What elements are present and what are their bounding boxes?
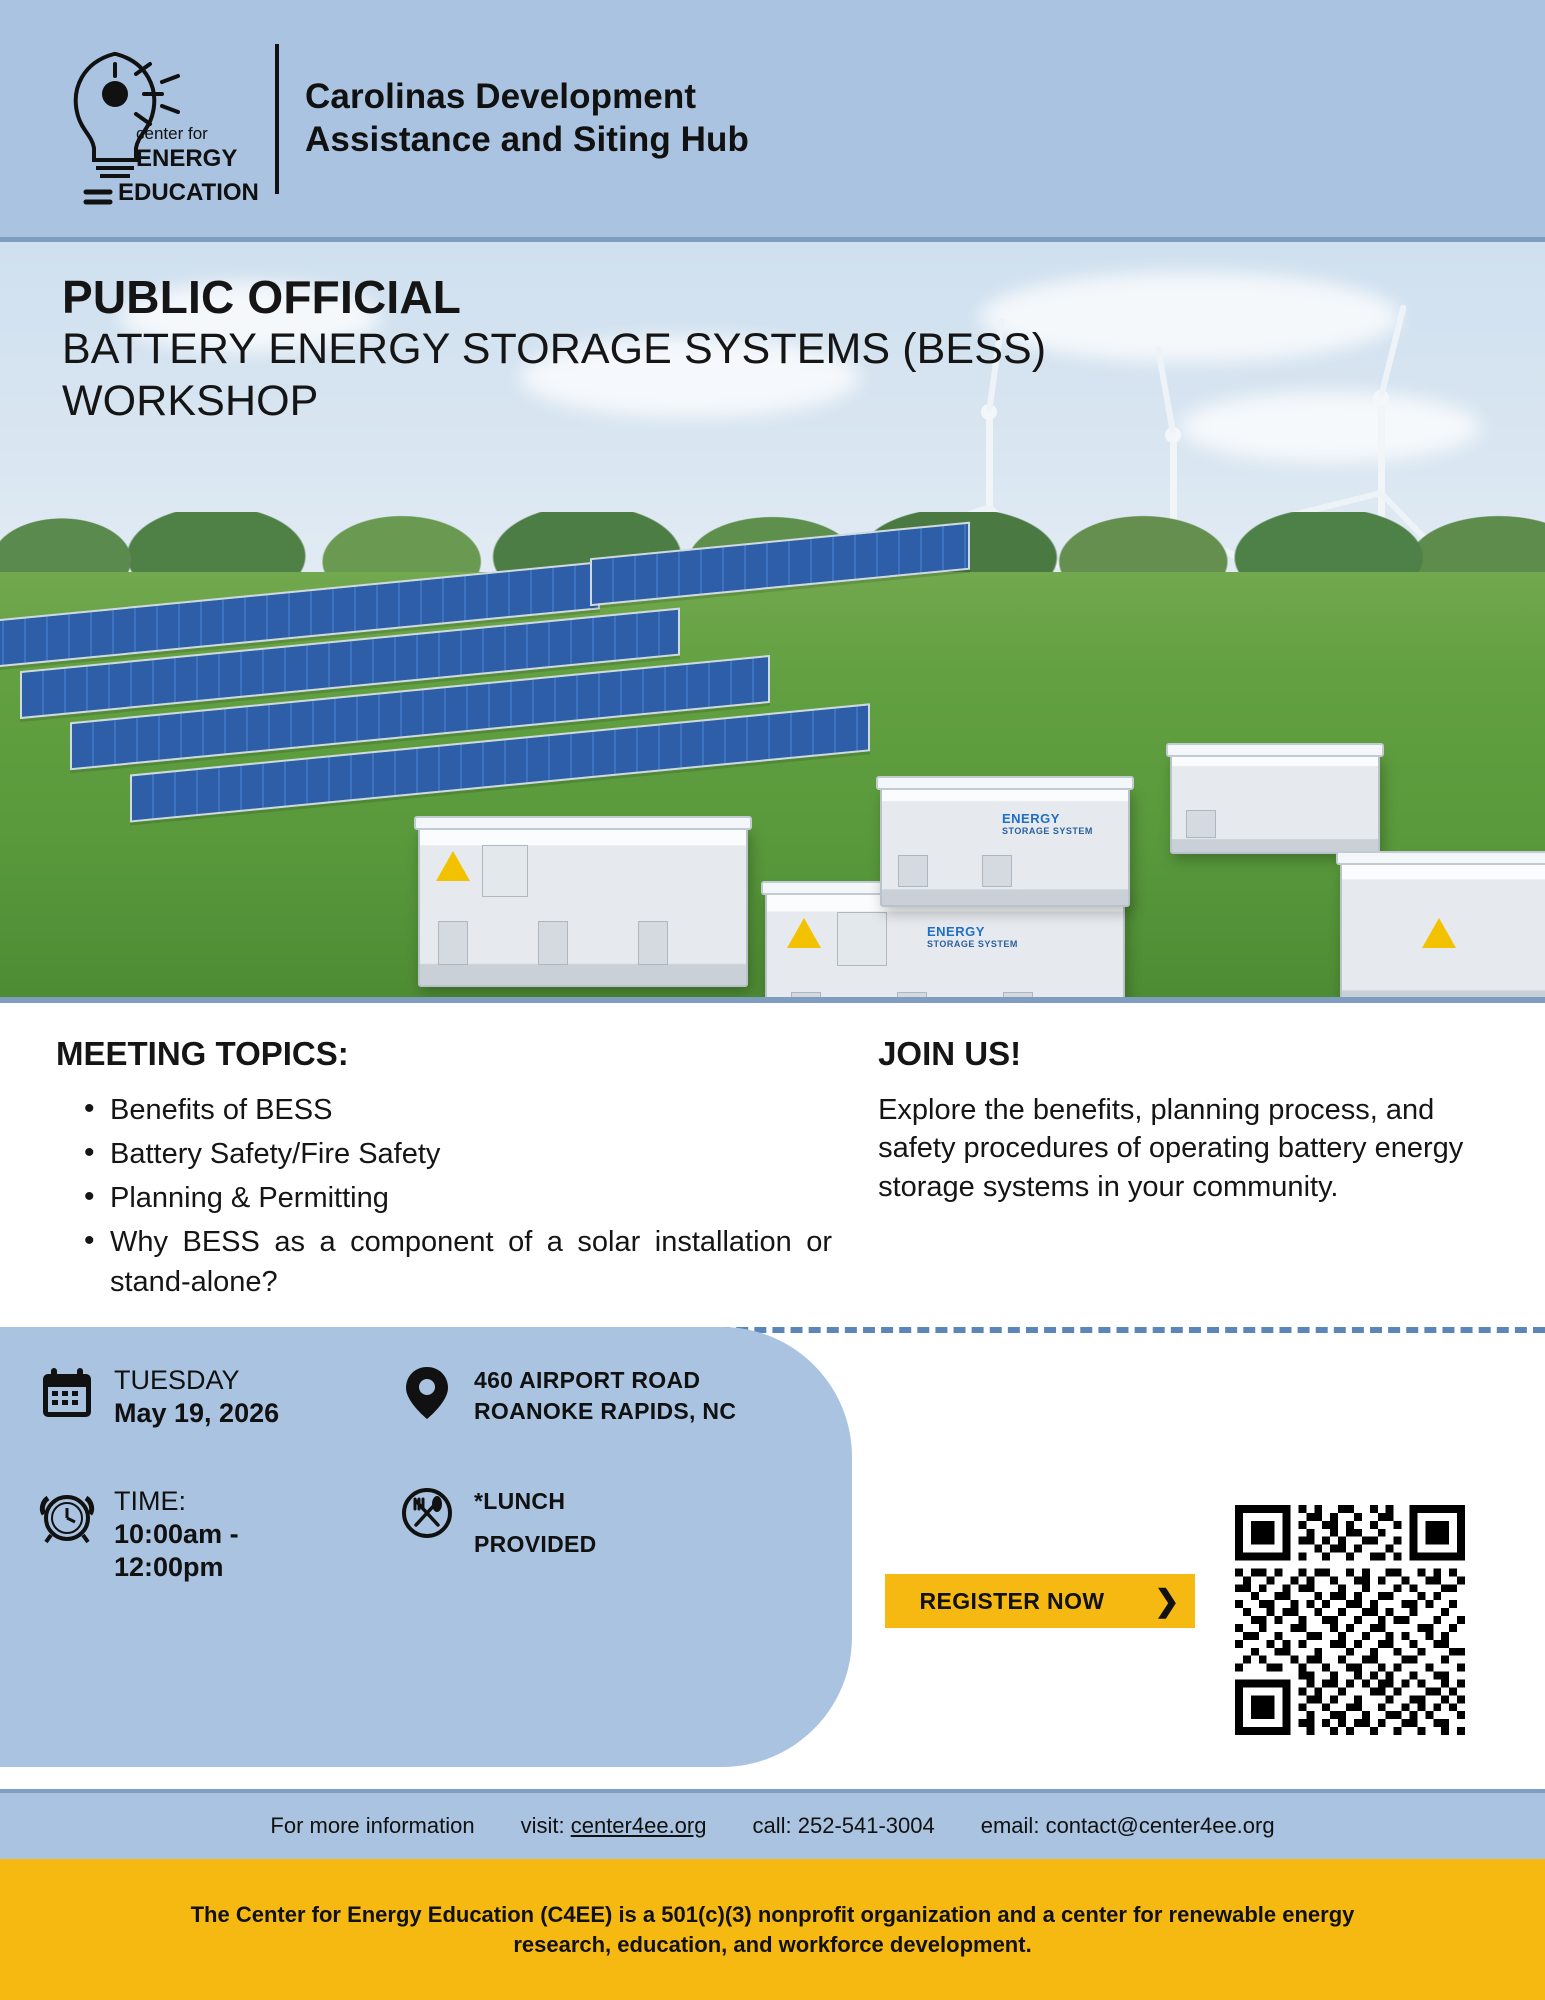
svg-text:center for: center for <box>136 123 208 143</box>
call-label: call: <box>752 1813 792 1838</box>
container-sublabel: STORAGE SYSTEM <box>1002 826 1093 836</box>
org-name-line2: Assistance and Siting Hub <box>305 119 749 159</box>
details-section <box>0 1327 1545 1789</box>
time-line1: 10:00am - <box>114 1518 239 1549</box>
event-date-item <box>36 1365 396 1430</box>
svg-text:EDUCATION: EDUCATION <box>118 178 259 206</box>
battery-container <box>765 892 1125 997</box>
lunch-line1: *LUNCH <box>474 1487 566 1514</box>
list-item: • Battery Safety/Fire Safety <box>84 1135 842 1174</box>
event-info-grid <box>36 1365 826 1584</box>
email-address[interactable]: contact@center4ee.org <box>1045 1813 1275 1838</box>
event-time-text <box>114 1486 239 1584</box>
logo-block <box>44 24 749 214</box>
list-item: • Why BESS as a component of a solar installation or stand-alone? <box>84 1223 842 1301</box>
visit-group <box>521 1813 707 1839</box>
list-item: • Planning & Permitting <box>84 1179 842 1218</box>
alarm-clock-icon <box>36 1486 98 1544</box>
hero-title-line3: WORKSHOP <box>62 376 319 425</box>
website-link[interactable]: center4ee.org <box>570 1813 707 1838</box>
join-us-body: Explore the benefits, planning process, and safety procedures of operating battery energy storage systems in your community. <box>878 1094 1464 1203</box>
email-label: email: <box>980 1813 1040 1838</box>
battery-container <box>1340 862 1545 997</box>
time-label: TIME: <box>114 1485 186 1516</box>
event-location-item <box>396 1365 826 1430</box>
disclaimer-line2: research, education, and workforce development. <box>513 1931 1032 1957</box>
join-us-column <box>864 1035 1499 1327</box>
list-item: • Benefits of BESS <box>84 1091 842 1130</box>
container-sublabel: STORAGE SYSTEM <box>927 939 1018 949</box>
meeting-topics-column <box>56 1035 864 1327</box>
hero-title-line2: BATTERY ENERGY STORAGE SYSTEMS (BESS) <box>62 325 1047 374</box>
container-label: ENERGY <box>927 924 985 939</box>
map-pin-icon <box>396 1365 458 1423</box>
event-date: May 19, 2026 <box>114 1397 280 1428</box>
qr-code[interactable] <box>1235 1505 1465 1735</box>
footer-disclaimer-bar <box>0 1859 1545 2000</box>
hero-title <box>62 270 1046 427</box>
battery-container <box>1170 754 1380 854</box>
address-line1: 460 AIRPORT ROAD <box>474 1367 701 1393</box>
container-label: ENERGY <box>1002 811 1060 826</box>
register-now-label: REGISTER NOW <box>919 1587 1105 1614</box>
register-now-button[interactable] <box>885 1574 1195 1628</box>
disclaimer-line1: The Center for Energy Education (C4EE) is a 501(c)(3) nonprofit organization and a center for renewable energy <box>190 1901 1355 1927</box>
visit-label: visit: <box>520 1813 565 1838</box>
event-lunch-text <box>474 1486 597 1560</box>
event-location-text <box>474 1365 736 1427</box>
c4ee-logo-icon <box>44 24 269 214</box>
battery-container <box>418 827 748 987</box>
footer-disclaimer <box>191 1900 1355 1959</box>
chevron-right-icon: ❯ <box>1154 1584 1180 1618</box>
event-date-text <box>114 1365 279 1430</box>
hero-title-line1: PUBLIC OFFICIAL <box>62 271 462 323</box>
event-lunch-item <box>396 1486 826 1584</box>
organization-name <box>305 76 749 161</box>
time-line2: 12:00pm <box>114 1551 224 1582</box>
footer-contact-bar <box>0 1789 1545 1859</box>
call-group <box>752 1813 934 1839</box>
calendar-icon <box>36 1365 98 1421</box>
header <box>0 0 1545 237</box>
join-us-heading: JOIN US! <box>878 1035 1022 1072</box>
svg-text:ENERGY: ENERGY <box>136 144 238 172</box>
event-day: TUESDAY <box>114 1365 240 1395</box>
address-line2: ROANOKE RAPIDS, NC <box>474 1398 737 1425</box>
org-name-line1: Carolinas Development <box>305 76 697 116</box>
event-time-item <box>36 1486 396 1584</box>
hero-image <box>0 237 1545 997</box>
more-info-label: For more information <box>270 1813 475 1838</box>
lunch-line2: PROVIDED <box>474 1530 597 1557</box>
meeting-topics-list <box>56 1091 842 1302</box>
meeting-topics-heading: MEETING TOPICS: <box>56 1035 349 1072</box>
battery-container <box>880 787 1130 907</box>
dashed-divider <box>700 1327 1545 1333</box>
utensils-icon <box>396 1486 458 1540</box>
email-group <box>981 1813 1275 1839</box>
header-divider <box>275 44 279 194</box>
phone-number[interactable]: 252-541-3004 <box>797 1813 935 1838</box>
topics-section <box>0 997 1545 1327</box>
